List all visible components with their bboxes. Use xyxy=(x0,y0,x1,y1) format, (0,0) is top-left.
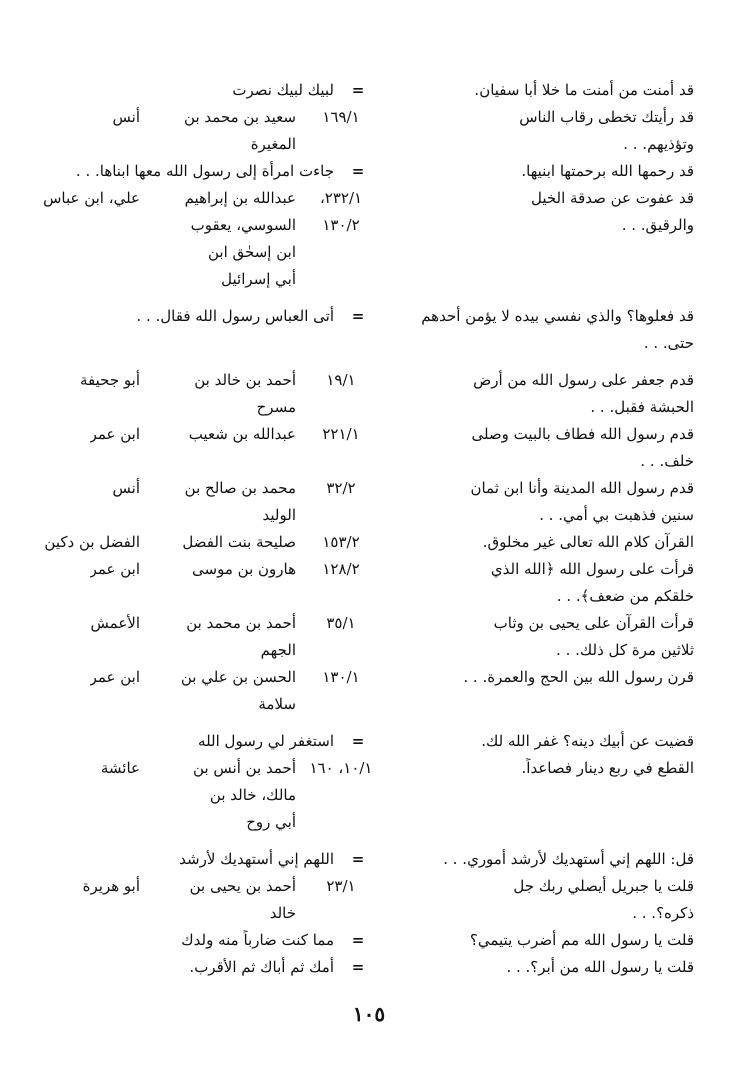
hadith-text: خلف. . . xyxy=(640,452,694,470)
index-entry xyxy=(0,663,738,717)
companion-name: علي، ابن عباس xyxy=(43,189,140,207)
volume-page-reference: ٣٢/٢ xyxy=(326,479,356,497)
same-as-reference: اللهم إني أستهديك لأرشد xyxy=(179,850,334,868)
same-as-reference: جاءت امرأة إلى رسول الله معها ابناها. . . xyxy=(75,162,334,180)
entry-spacer xyxy=(0,835,738,845)
hadith-text: قدم جعفر على رسول الله من أرض xyxy=(473,371,694,389)
hadith-text: قرن رسول الله بين الحج والعمرة. . . xyxy=(463,668,694,686)
volume-page-reference: ١٢٨/٢ xyxy=(322,560,360,578)
entry-line xyxy=(0,238,738,265)
index-entry xyxy=(0,754,738,835)
same-as-reference: مما كنت ضارباً منه ولدك xyxy=(181,931,334,949)
hadith-text: خلقكم من ضعف﴾. . . xyxy=(556,587,694,605)
narrator-name: محمد بن صالح بن xyxy=(184,479,296,497)
narrator-name: الحسن بن علي بن xyxy=(180,668,296,686)
narrator-name: أحمد بن محمد بن xyxy=(186,614,296,632)
hadith-text: قلت يا جبريل أيصلي ربك جل xyxy=(513,877,694,895)
hadith-text: قرأت القرآن على يحيى بن وثاب xyxy=(493,614,694,632)
narrator-name: الجهم xyxy=(260,641,296,659)
hadith-text: ثلاثين مرة كل ذلك. . . xyxy=(556,641,694,659)
narrator-name: صليحة بنت الفضل xyxy=(182,533,296,551)
same-as-reference: أتى العباس رسول الله فقال. . . xyxy=(136,307,334,325)
index-entry xyxy=(0,845,738,872)
narrator-name: أبي إسرائيل xyxy=(221,270,296,288)
index-entry xyxy=(0,727,738,754)
equals-sign: = xyxy=(351,958,365,976)
entry-line xyxy=(0,555,738,582)
entry-line xyxy=(0,754,738,781)
entry-line xyxy=(0,103,738,130)
index-entry xyxy=(0,420,738,474)
page-number: ١٠٥ xyxy=(352,1002,386,1026)
entry-line xyxy=(0,393,738,420)
volume-page-reference: ٢٢١/١ xyxy=(322,425,360,443)
entry-line xyxy=(0,184,738,211)
entry-line xyxy=(0,302,738,329)
entry-line xyxy=(0,211,738,238)
hadith-text: قدم رسول الله المدينة وأنا ابن ثمان xyxy=(470,479,694,497)
entry-line xyxy=(0,265,738,292)
volume-page-reference: ٢٣/١ xyxy=(326,877,356,895)
hadith-text: ذكره؟. . . xyxy=(632,904,694,922)
volume-page-reference: ١٣٠/٢ xyxy=(322,216,360,234)
entry-line xyxy=(0,845,738,872)
companion-name: الفضل بن دكين xyxy=(44,533,140,551)
narrator-name: السوسي، يعقوب xyxy=(190,216,296,234)
hadith-text: القرآن كلام الله تعالى غير مخلوق. xyxy=(482,533,694,551)
narrator-name: أحمد بن يحيى بن xyxy=(189,877,296,895)
entry-line xyxy=(0,447,738,474)
entry-spacer xyxy=(0,356,738,366)
equals-sign: = xyxy=(351,732,365,750)
volume-page-reference: ١٦٩/١ xyxy=(322,108,360,126)
index-entry xyxy=(0,528,738,555)
index-entry xyxy=(0,474,738,528)
volume-page-reference: ٢٣٢/١، xyxy=(319,189,363,207)
companion-name: أبو هريرة xyxy=(82,877,140,895)
narrator-name: خالد xyxy=(269,904,296,922)
index-entry xyxy=(0,366,738,420)
volume-page-reference: ١٩/١ xyxy=(326,371,356,389)
narrator-name: الوليد xyxy=(262,506,296,524)
hadith-text: الحبشة فقبل. . . xyxy=(590,398,694,416)
companion-name: ابن عمر xyxy=(89,425,140,443)
index-entry xyxy=(0,953,738,980)
hadith-text: القطع في ربع دينار فصاعداً. xyxy=(521,759,694,777)
entry-line xyxy=(0,157,738,184)
hadith-text: قل: اللهم إني أستهديك لأرشد أموري. . . xyxy=(443,850,694,868)
index-entry xyxy=(0,872,738,926)
entry-line xyxy=(0,329,738,356)
narrator-name: سعيد بن محمد بن xyxy=(184,108,296,126)
narrator-name: هارون بن موسى xyxy=(192,560,296,578)
companion-name: ابن عمر xyxy=(89,668,140,686)
entry-line xyxy=(0,130,738,157)
narrator-name: مالك، خالد بن xyxy=(209,786,296,804)
narrator-name: عبدالله بن إبراهيم xyxy=(184,189,296,207)
companion-name: أنس xyxy=(112,479,140,497)
companion-name: ابن عمر xyxy=(89,560,140,578)
same-as-reference: أمك ثم أباك ثم الأقرب. xyxy=(189,958,334,976)
index-entry xyxy=(0,555,738,609)
entry-line xyxy=(0,926,738,953)
entry-line xyxy=(0,808,738,835)
entry-line xyxy=(0,501,738,528)
narrator-name: ابن إسحٰق ابن xyxy=(208,243,296,261)
hadith-text: قضيت عن أبيك دينه؟ غفر الله لك. xyxy=(481,732,694,750)
same-as-reference: لبيك لبيك نصرت xyxy=(232,81,334,99)
entry-line xyxy=(0,899,738,926)
volume-page-reference: ١٣٠/١ xyxy=(322,668,360,686)
equals-sign: = xyxy=(351,162,365,180)
narrator-name: عبدالله بن شعيب xyxy=(188,425,296,443)
hadith-text: حتى. . . xyxy=(643,334,694,352)
index-entry xyxy=(0,103,738,157)
volume-page-reference: ٣٥/١ xyxy=(326,614,356,632)
volume-page-reference: ١٠/١، ١٦٠ xyxy=(309,759,373,777)
narrator-name: أحمد بن خالد بن xyxy=(194,371,296,389)
entry-line xyxy=(0,953,738,980)
companion-name: الأعمش xyxy=(90,614,140,632)
volume-page-reference: ١٥٣/٢ xyxy=(322,533,360,551)
hadith-text: قد رحمها الله برحمتها ابنيها. xyxy=(521,162,694,180)
hadith-index-table xyxy=(0,76,738,980)
entry-line xyxy=(0,420,738,447)
same-as-reference: استغفر لي رسول الله xyxy=(198,732,334,750)
hadith-text: قلت يا رسول الله من أبر؟. . . xyxy=(506,958,694,976)
entry-line xyxy=(0,663,738,690)
hadith-text: قلت يا رسول الله مم أضرب يتيمي؟ xyxy=(469,931,694,949)
entry-line xyxy=(0,528,738,555)
index-entry xyxy=(0,157,738,184)
entry-line xyxy=(0,636,738,663)
hadith-text: قدم رسول الله فطاف بالبيت وصلى xyxy=(471,425,694,443)
companion-name: عائشة xyxy=(100,759,140,777)
equals-sign: = xyxy=(351,850,365,868)
narrator-name: أحمد بن أنس بن xyxy=(193,759,296,777)
entry-line xyxy=(0,609,738,636)
narrator-name: سلامة xyxy=(258,695,296,713)
narrator-name: أبي روح xyxy=(246,813,296,831)
index-entry xyxy=(0,302,738,356)
hadith-text: وتؤذيهم. . . xyxy=(623,135,694,153)
entry-line xyxy=(0,872,738,899)
entry-line xyxy=(0,690,738,717)
hadith-text: سنين فذهبت بي أمي. . . xyxy=(539,506,694,524)
index-entry xyxy=(0,184,738,292)
entry-spacer xyxy=(0,292,738,302)
entry-line xyxy=(0,474,738,501)
hadith-text: قد رأيتك تخطى رقاب الناس xyxy=(519,108,694,126)
entry-line xyxy=(0,76,738,103)
equals-sign: = xyxy=(351,931,365,949)
index-entry xyxy=(0,609,738,663)
companion-name: أبو جحيفة xyxy=(80,371,140,389)
entry-line xyxy=(0,781,738,808)
narrator-name: مسرح xyxy=(256,398,296,416)
hadith-text: قد فعلوها؟ والذي نفسي بيده لا يؤمن أحدهم xyxy=(421,307,694,325)
index-entry xyxy=(0,926,738,953)
index-entry xyxy=(0,76,738,103)
entry-line xyxy=(0,582,738,609)
entry-spacer xyxy=(0,717,738,727)
entry-line xyxy=(0,727,738,754)
hadith-text: قد أمنت من أمنت ما خلا أبا سفيان. xyxy=(474,81,694,99)
hadith-text: قرأت على رسول الله ﴿الله الذي xyxy=(490,560,694,578)
hadith-text: والرقيق. . . xyxy=(621,216,694,234)
equals-sign: = xyxy=(351,307,365,325)
hadith-text: قد عفوت عن صدقة الخيل xyxy=(530,189,694,207)
equals-sign: = xyxy=(351,81,365,99)
companion-name: أنس xyxy=(112,108,140,126)
entry-line xyxy=(0,366,738,393)
narrator-name: المغيرة xyxy=(250,135,296,153)
